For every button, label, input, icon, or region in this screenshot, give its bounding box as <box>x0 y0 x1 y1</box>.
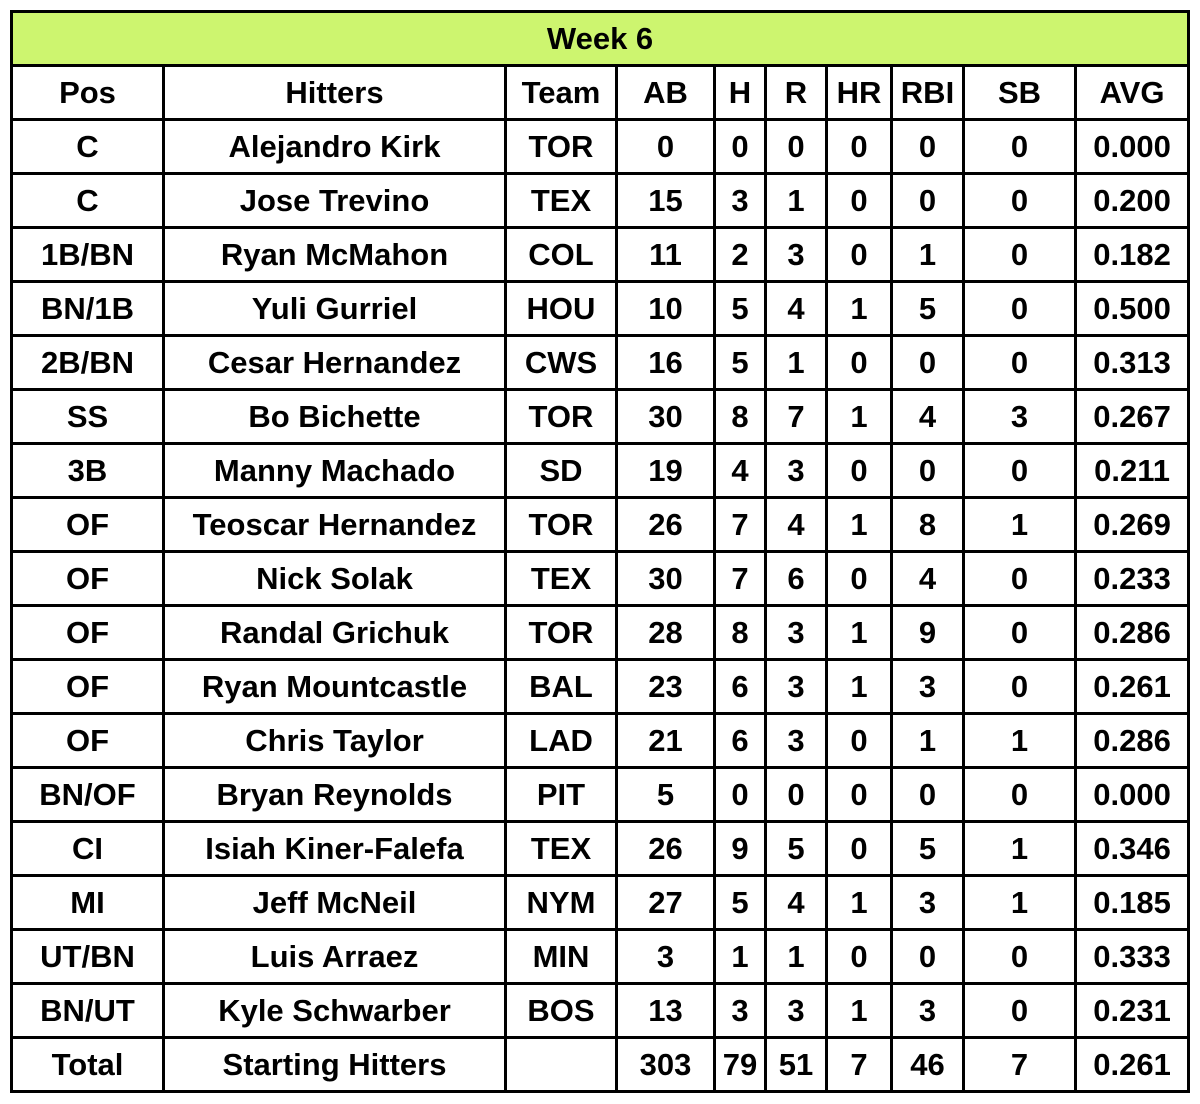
cell-pos: BN/1B <box>12 282 164 336</box>
cell-r: 4 <box>766 498 827 552</box>
cell-team: TOR <box>506 390 617 444</box>
column-header-pos: Pos <box>12 66 164 120</box>
cell-player-name: Kyle Schwarber <box>164 984 506 1038</box>
cell-avg: 0.333 <box>1076 930 1189 984</box>
cell-rbi: 4 <box>892 552 964 606</box>
cell-rbi: 0 <box>892 336 964 390</box>
cell-player-name: Jeff McNeil <box>164 876 506 930</box>
cell-r: 1 <box>766 174 827 228</box>
cell-pos: SS <box>12 390 164 444</box>
cell-hr: 1 <box>827 660 892 714</box>
cell-r: 0 <box>766 120 827 174</box>
cell-pos: BN/OF <box>12 768 164 822</box>
cell-team <box>506 1038 617 1092</box>
cell-h: 5 <box>715 336 766 390</box>
cell-sb: 7 <box>964 1038 1076 1092</box>
cell-r: 5 <box>766 822 827 876</box>
cell-pos: UT/BN <box>12 930 164 984</box>
cell-avg: 0.267 <box>1076 390 1189 444</box>
cell-sb: 0 <box>964 228 1076 282</box>
cell-hr: 0 <box>827 768 892 822</box>
column-header-hr: HR <box>827 66 892 120</box>
cell-avg: 0.269 <box>1076 498 1189 552</box>
cell-hr: 0 <box>827 336 892 390</box>
cell-sb: 0 <box>964 282 1076 336</box>
cell-hr: 1 <box>827 876 892 930</box>
cell-player-name: Ryan McMahon <box>164 228 506 282</box>
cell-team: TOR <box>506 606 617 660</box>
cell-r: 4 <box>766 282 827 336</box>
cell-r: 51 <box>766 1038 827 1092</box>
cell-h: 5 <box>715 282 766 336</box>
cell-pos: OF <box>12 498 164 552</box>
player-row <box>12 174 1189 228</box>
cell-player-name: Ryan Mountcastle <box>164 660 506 714</box>
cell-team: TOR <box>506 120 617 174</box>
player-row <box>12 930 1189 984</box>
player-row <box>12 714 1189 768</box>
cell-hr: 1 <box>827 390 892 444</box>
cell-sb: 0 <box>964 606 1076 660</box>
cell-rbi: 0 <box>892 174 964 228</box>
cell-r: 4 <box>766 876 827 930</box>
cell-ab: 5 <box>617 768 715 822</box>
cell-team: BAL <box>506 660 617 714</box>
cell-rbi: 8 <box>892 498 964 552</box>
cell-h: 0 <box>715 768 766 822</box>
cell-r: 3 <box>766 228 827 282</box>
player-row <box>12 876 1189 930</box>
cell-ab: 27 <box>617 876 715 930</box>
cell-pos: 1B/BN <box>12 228 164 282</box>
week-title: Week 6 <box>12 12 1189 66</box>
cell-sb: 0 <box>964 444 1076 498</box>
cell-player-name: Yuli Gurriel <box>164 282 506 336</box>
cell-player-name: Bryan Reynolds <box>164 768 506 822</box>
cell-ab: 19 <box>617 444 715 498</box>
column-header-row <box>12 66 1189 120</box>
player-row <box>12 120 1189 174</box>
cell-hr: 0 <box>827 228 892 282</box>
cell-player-name: Jose Trevino <box>164 174 506 228</box>
cell-team: TEX <box>506 552 617 606</box>
cell-ab: 26 <box>617 498 715 552</box>
cell-rbi: 0 <box>892 768 964 822</box>
cell-player-name: Alejandro Kirk <box>164 120 506 174</box>
cell-sb: 0 <box>964 930 1076 984</box>
column-header-team: Team <box>506 66 617 120</box>
column-header-hitters: Hitters <box>164 66 506 120</box>
cell-pos: Total <box>12 1038 164 1092</box>
cell-h: 9 <box>715 822 766 876</box>
cell-h: 5 <box>715 876 766 930</box>
cell-h: 7 <box>715 552 766 606</box>
cell-ab: 11 <box>617 228 715 282</box>
cell-avg: 0.000 <box>1076 120 1189 174</box>
cell-r: 6 <box>766 552 827 606</box>
cell-avg: 0.261 <box>1076 660 1189 714</box>
cell-r: 3 <box>766 714 827 768</box>
cell-pos: OF <box>12 660 164 714</box>
player-row <box>12 444 1189 498</box>
total-row <box>12 1038 1189 1092</box>
cell-team: CWS <box>506 336 617 390</box>
cell-avg: 0.231 <box>1076 984 1189 1038</box>
cell-avg: 0.286 <box>1076 714 1189 768</box>
cell-rbi: 5 <box>892 282 964 336</box>
player-row <box>12 984 1189 1038</box>
cell-pos: BN/UT <box>12 984 164 1038</box>
cell-ab: 16 <box>617 336 715 390</box>
cell-pos: C <box>12 120 164 174</box>
cell-avg: 0.200 <box>1076 174 1189 228</box>
column-header-h: H <box>715 66 766 120</box>
cell-rbi: 1 <box>892 714 964 768</box>
banner-row <box>12 12 1189 66</box>
player-row <box>12 660 1189 714</box>
cell-h: 8 <box>715 390 766 444</box>
cell-ab: 30 <box>617 390 715 444</box>
cell-avg: 0.500 <box>1076 282 1189 336</box>
cell-team: COL <box>506 228 617 282</box>
cell-avg: 0.261 <box>1076 1038 1189 1092</box>
cell-team: TOR <box>506 498 617 552</box>
cell-pos: C <box>12 174 164 228</box>
cell-rbi: 3 <box>892 660 964 714</box>
cell-sb: 1 <box>964 498 1076 552</box>
cell-sb: 0 <box>964 984 1076 1038</box>
cell-player-name: Bo Bichette <box>164 390 506 444</box>
cell-r: 3 <box>766 606 827 660</box>
cell-rbi: 0 <box>892 930 964 984</box>
column-header-sb: SB <box>964 66 1076 120</box>
cell-rbi: 5 <box>892 822 964 876</box>
cell-ab: 0 <box>617 120 715 174</box>
cell-player-name: Chris Taylor <box>164 714 506 768</box>
cell-avg: 0.000 <box>1076 768 1189 822</box>
cell-hr: 1 <box>827 984 892 1038</box>
cell-hr: 0 <box>827 930 892 984</box>
cell-avg: 0.211 <box>1076 444 1189 498</box>
cell-rbi: 0 <box>892 120 964 174</box>
cell-sb: 0 <box>964 768 1076 822</box>
cell-ab: 10 <box>617 282 715 336</box>
column-header-avg: AVG <box>1076 66 1189 120</box>
column-header-r: R <box>766 66 827 120</box>
cell-sb: 1 <box>964 876 1076 930</box>
player-row <box>12 228 1189 282</box>
cell-rbi: 0 <box>892 444 964 498</box>
cell-team: TEX <box>506 822 617 876</box>
cell-team: SD <box>506 444 617 498</box>
cell-h: 8 <box>715 606 766 660</box>
cell-h: 6 <box>715 714 766 768</box>
cell-player-name: Teoscar Hernandez <box>164 498 506 552</box>
cell-team: PIT <box>506 768 617 822</box>
cell-player-name: Manny Machado <box>164 444 506 498</box>
cell-ab: 26 <box>617 822 715 876</box>
cell-avg: 0.233 <box>1076 552 1189 606</box>
cell-sb: 0 <box>964 120 1076 174</box>
cell-player-name: Luis Arraez <box>164 930 506 984</box>
cell-hr: 0 <box>827 120 892 174</box>
cell-hr: 7 <box>827 1038 892 1092</box>
cell-h: 3 <box>715 984 766 1038</box>
cell-sb: 1 <box>964 714 1076 768</box>
cell-pos: OF <box>12 714 164 768</box>
player-row <box>12 606 1189 660</box>
cell-h: 3 <box>715 174 766 228</box>
cell-pos: MI <box>12 876 164 930</box>
cell-sb: 0 <box>964 174 1076 228</box>
cell-hr: 0 <box>827 444 892 498</box>
cell-pos: CI <box>12 822 164 876</box>
cell-player-name: Randal Grichuk <box>164 606 506 660</box>
cell-h: 2 <box>715 228 766 282</box>
cell-ab: 30 <box>617 552 715 606</box>
hitters-stats-table <box>10 10 1190 1093</box>
player-row <box>12 282 1189 336</box>
cell-h: 7 <box>715 498 766 552</box>
cell-r: 3 <box>766 444 827 498</box>
cell-sb: 0 <box>964 552 1076 606</box>
cell-pos: OF <box>12 552 164 606</box>
cell-hr: 1 <box>827 282 892 336</box>
cell-hr: 0 <box>827 714 892 768</box>
cell-rbi: 3 <box>892 876 964 930</box>
player-row <box>12 390 1189 444</box>
cell-avg: 0.286 <box>1076 606 1189 660</box>
cell-sb: 0 <box>964 336 1076 390</box>
cell-player-name: Cesar Hernandez <box>164 336 506 390</box>
cell-ab: 21 <box>617 714 715 768</box>
cell-h: 1 <box>715 930 766 984</box>
cell-team: BOS <box>506 984 617 1038</box>
player-row <box>12 498 1189 552</box>
cell-avg: 0.346 <box>1076 822 1189 876</box>
cell-pos: 3B <box>12 444 164 498</box>
cell-team: LAD <box>506 714 617 768</box>
cell-h: 6 <box>715 660 766 714</box>
cell-r: 3 <box>766 660 827 714</box>
cell-team: HOU <box>506 282 617 336</box>
cell-r: 1 <box>766 930 827 984</box>
cell-pos: OF <box>12 606 164 660</box>
cell-r: 3 <box>766 984 827 1038</box>
cell-avg: 0.182 <box>1076 228 1189 282</box>
cell-ab: 303 <box>617 1038 715 1092</box>
cell-sb: 1 <box>964 822 1076 876</box>
cell-hr: 0 <box>827 174 892 228</box>
cell-rbi: 1 <box>892 228 964 282</box>
cell-rbi: 4 <box>892 390 964 444</box>
cell-player-name: Isiah Kiner-Falefa <box>164 822 506 876</box>
cell-r: 7 <box>766 390 827 444</box>
cell-ab: 15 <box>617 174 715 228</box>
player-row <box>12 552 1189 606</box>
cell-rbi: 46 <box>892 1038 964 1092</box>
cell-pos: 2B/BN <box>12 336 164 390</box>
cell-hr: 1 <box>827 606 892 660</box>
player-row <box>12 822 1189 876</box>
cell-avg: 0.313 <box>1076 336 1189 390</box>
cell-sb: 0 <box>964 660 1076 714</box>
player-row <box>12 336 1189 390</box>
cell-ab: 28 <box>617 606 715 660</box>
cell-h: 0 <box>715 120 766 174</box>
cell-r: 1 <box>766 336 827 390</box>
cell-player-name: Nick Solak <box>164 552 506 606</box>
cell-r: 0 <box>766 768 827 822</box>
cell-ab: 23 <box>617 660 715 714</box>
cell-hr: 0 <box>827 552 892 606</box>
column-header-ab: AB <box>617 66 715 120</box>
cell-h: 4 <box>715 444 766 498</box>
cell-team: NYM <box>506 876 617 930</box>
cell-ab: 13 <box>617 984 715 1038</box>
cell-rbi: 9 <box>892 606 964 660</box>
cell-sb: 3 <box>964 390 1076 444</box>
cell-player-name: Starting Hitters <box>164 1038 506 1092</box>
cell-avg: 0.185 <box>1076 876 1189 930</box>
cell-rbi: 3 <box>892 984 964 1038</box>
cell-ab: 3 <box>617 930 715 984</box>
cell-team: MIN <box>506 930 617 984</box>
player-row <box>12 768 1189 822</box>
cell-h: 79 <box>715 1038 766 1092</box>
cell-hr: 1 <box>827 498 892 552</box>
column-header-rbi: RBI <box>892 66 964 120</box>
cell-hr: 0 <box>827 822 892 876</box>
cell-team: TEX <box>506 174 617 228</box>
